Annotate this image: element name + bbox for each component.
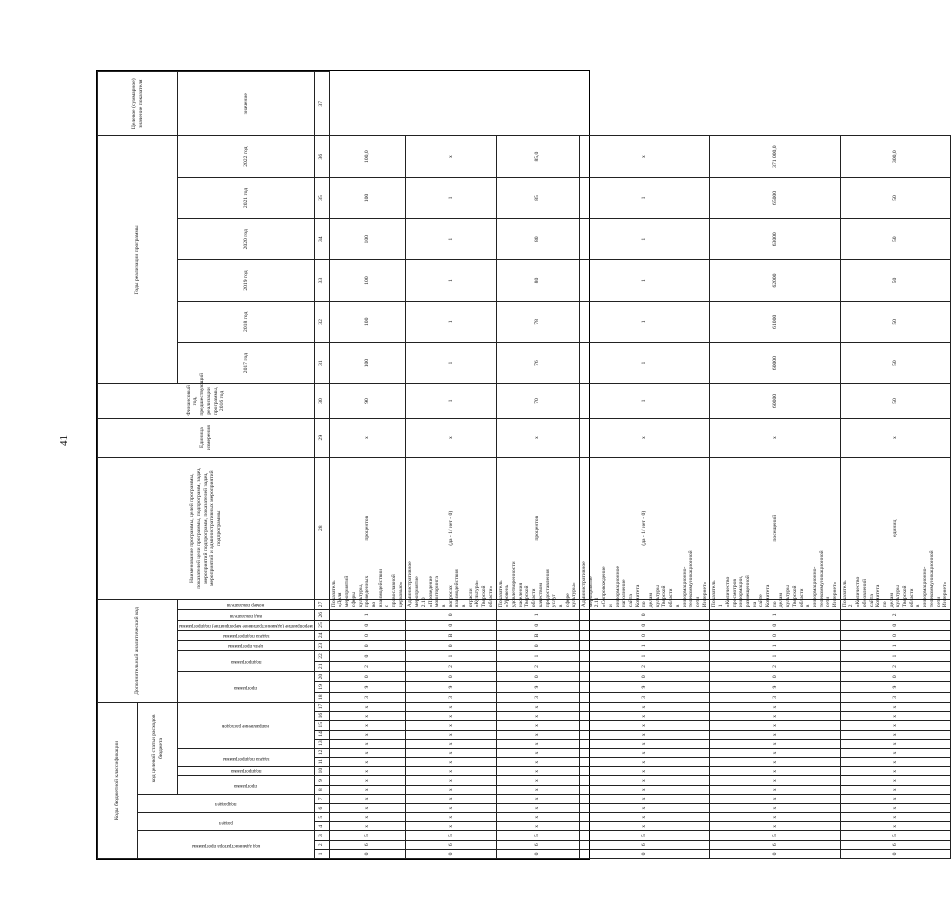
code-cell: 0 [406, 620, 496, 630]
column-number: 6 [314, 803, 329, 812]
code-cell: х [840, 748, 950, 757]
code-cell: х [580, 767, 710, 776]
table-row [580, 72, 710, 859]
code-cell: х [580, 758, 710, 767]
code-cell: 0 [406, 641, 496, 651]
row-year-value-cell: 50 [840, 219, 950, 260]
code-cell: х [580, 721, 710, 730]
row-year-value-cell: 50 [840, 384, 950, 418]
code-cell: х [496, 813, 579, 822]
code-cell: х [496, 721, 579, 730]
code-cell: х [580, 748, 710, 757]
column-number: 3 [314, 831, 329, 840]
code-cell: 5 [496, 831, 579, 840]
code-cell: 0 [496, 672, 579, 682]
row-year-value-cell: 80 [496, 219, 579, 260]
code-cell: 5 [840, 831, 950, 840]
code-cell: х [329, 721, 406, 730]
row-year-value-cell: 1 [406, 384, 496, 418]
table-row [329, 72, 406, 859]
code-cell: 1 [840, 641, 950, 651]
code-cell: х [580, 813, 710, 822]
row-fin-year-cell: х [496, 418, 579, 457]
code-cell: х [329, 803, 406, 812]
row-unit-cell: процентов [329, 457, 406, 599]
column-number: 37 [314, 72, 329, 136]
code-cell: 0 [406, 849, 496, 858]
code-cell: 3 [329, 692, 406, 702]
column-numbers-row [314, 72, 329, 859]
code-cell: х [329, 767, 406, 776]
code-cell: х [580, 739, 710, 748]
table-row [710, 72, 840, 859]
code-cell: х [840, 822, 950, 831]
row-year-value-cell: 50 [840, 177, 950, 218]
target-value-header: значение [178, 72, 315, 136]
code-cell: х [496, 803, 579, 812]
code-cell: 1 [496, 610, 579, 620]
row-year-value-cell: 62000 [710, 260, 840, 301]
code-cell: 0 [496, 641, 579, 651]
code-cell: х [406, 730, 496, 739]
column-number: 36 [314, 136, 329, 177]
code-cell: 1 [580, 641, 710, 651]
code-cell: х [406, 776, 496, 785]
year-2019-header: 2019 год [178, 260, 315, 301]
code-cell: 0 [329, 672, 406, 682]
code-cell: х [580, 785, 710, 794]
code-cell: 1 [840, 651, 950, 661]
code-cell: х [840, 803, 950, 812]
code-cell: 2 [840, 610, 950, 620]
code-cell: 0 [580, 672, 710, 682]
code-cell: х [329, 739, 406, 748]
year-2021-header: 2021 год [178, 177, 315, 218]
code-cell: х [840, 758, 950, 767]
code-cell: х [710, 758, 840, 767]
code-cell: х [329, 730, 406, 739]
row-year-value-cell: 85 [496, 177, 579, 218]
code-cell: х [496, 730, 579, 739]
code-cell: 0 [406, 672, 496, 682]
names-header: Наименование программы, целей программы, показателей цели программы, подпрограмм, задач, мероприятий подпрограмм, показателей задач, мероприятий и административных мероприятий подпрограммы [98, 457, 315, 599]
code-cell: 0 [580, 620, 710, 630]
budget-classification-header: Коды бюджетной классификации [98, 703, 138, 859]
row-year-value-cell: 1 [406, 301, 496, 342]
row-target-cell: 85,0 [496, 136, 579, 177]
code-cell: х [329, 758, 406, 767]
column-number: 13 [314, 739, 329, 748]
column-number: 8 [314, 785, 329, 794]
code-cell: х [580, 703, 710, 712]
code-cell: 0 [710, 630, 840, 640]
code-cell: 6 [329, 840, 406, 849]
code-cell: х [406, 721, 496, 730]
row-year-value-cell: 70 [496, 384, 579, 418]
row-name-cell: Показатель «Доля мероприятий сферы культуры, проведенных во взаимодействии с православной церковью» [329, 599, 406, 609]
code-cell: х [496, 794, 579, 803]
code-cell: х [710, 739, 840, 748]
column-number: 12 [314, 748, 329, 757]
row-unit-cell: (да - 1/ нет - 0) [406, 457, 496, 599]
code-cell: х [840, 813, 950, 822]
col-a-meropr-header: мероприятие (административное мероприятие) подпрограммы [179, 622, 313, 628]
code-cell: х [496, 785, 579, 794]
code-cell: 0 [580, 610, 710, 620]
column-number: 15 [314, 721, 329, 730]
code-cell: х [406, 767, 496, 776]
row-name-cell: Показатель «Уровень удовлетворенности населения Тверской области качеством предоставления услуг в сфере культуры» [496, 599, 579, 609]
code-cell: х [406, 748, 496, 757]
code-cell: 0 [329, 641, 406, 651]
code-cell: 1 [710, 641, 840, 651]
row-year-value-cell: 65000 [710, 177, 840, 218]
row-year-value-cell: 1 [580, 177, 710, 218]
column-number: 5 [314, 813, 329, 822]
column-number: 35 [314, 177, 329, 218]
row-target-cell: х [406, 136, 496, 177]
code-cell: х [329, 776, 406, 785]
code-cell: х [496, 703, 579, 712]
code-cell: 0 [329, 651, 406, 661]
code-cell: х [710, 785, 840, 794]
column-number: 28 [314, 457, 329, 599]
fin-year-header: Финансовый год, предшествующий реализации программы, 2016 год [98, 384, 315, 418]
code-cell: 0 [840, 630, 950, 640]
column-number: 11 [314, 758, 329, 767]
code-cell: х [496, 748, 579, 757]
code-cell: х [840, 776, 950, 785]
row-target-cell: 100,0 [329, 136, 406, 177]
col-a-vid-header: вид показателя [229, 612, 262, 618]
column-number: 31 [314, 342, 329, 383]
column-number: 30 [314, 384, 329, 418]
column-number: 20 [314, 672, 329, 682]
row-year-value-cell: 50 [840, 260, 950, 301]
code-cell: 2 [580, 661, 710, 671]
row-year-value-cell: 1 [580, 260, 710, 301]
code-cell: 9 [580, 682, 710, 692]
code-cell: 9 [496, 682, 579, 692]
code-cell: 9 [406, 682, 496, 692]
code-cell: х [840, 712, 950, 721]
column-number: 25 [314, 620, 329, 630]
code-cell: х [710, 803, 840, 812]
code-cell: 0 [840, 672, 950, 682]
col-napravlenie-header: направление расходов [222, 723, 270, 729]
code-cell: 1 [710, 651, 840, 661]
code-cell: 5 [406, 831, 496, 840]
year-2017-header: 2017 год [178, 342, 315, 383]
code-cell: 6 [840, 840, 950, 849]
code-cell: х [329, 813, 406, 822]
row-unit-cell: единиц [840, 457, 950, 599]
code-cell: 6 [580, 840, 710, 849]
column-number: 34 [314, 219, 329, 260]
additional-code-header: Дополнительный аналитический код [98, 599, 178, 702]
code-cell: 0 [710, 672, 840, 682]
col-a-zadacha-header: задача подпрограммы [222, 633, 270, 639]
row-target-cell: 300,0 [840, 136, 950, 177]
code-cell: 9 [329, 682, 406, 692]
row-year-value-cell: 1 [406, 177, 496, 218]
page-number: 41 [58, 435, 70, 446]
code-cell: х [496, 712, 579, 721]
code-cell: х [580, 776, 710, 785]
code-cell: х [329, 794, 406, 803]
code-cell: х [580, 822, 710, 831]
row-target-cell: х [580, 136, 710, 177]
row-year-value-cell: 100 [329, 219, 406, 260]
code-cell: 0 [580, 849, 710, 858]
code-cell: 3 [496, 692, 579, 702]
col-admin-header: код администратора программы [191, 842, 260, 848]
code-cell: 6 [496, 840, 579, 849]
column-number: 1 [314, 849, 329, 858]
program-table [97, 71, 951, 859]
year-2022-header: 2022 год [178, 136, 315, 177]
code-cell: х [406, 703, 496, 712]
code-cell: 0 [840, 849, 950, 858]
table-row [406, 72, 496, 859]
table-row [840, 72, 950, 859]
row-year-value-cell: 1 [580, 384, 710, 418]
code-cell: х [840, 703, 950, 712]
row-year-value-cell: 78 [496, 301, 579, 342]
code-cell: 1 [406, 651, 496, 661]
code-cell: х [710, 794, 840, 803]
row-year-value-cell: 1 [406, 219, 496, 260]
column-number: 7 [314, 794, 329, 803]
code-cell: 6 [406, 840, 496, 849]
col-a-cel-header: цель программы [228, 643, 264, 649]
col-a-programma-header: программа [234, 685, 258, 691]
row-year-value-cell: 76 [496, 342, 579, 383]
column-number: 18 [314, 692, 329, 702]
code-cell: 0 [710, 849, 840, 858]
code-cell: 0 [580, 630, 710, 640]
row-name-cell: Показатель 2 «Количество обновлений сайта Комитета по делам культуры Тверской области в информационно-телекоммуникационной сети Интернет» [840, 599, 950, 609]
code-cell: х [710, 703, 840, 712]
code-cell: х [710, 730, 840, 739]
code-cell: 2 [329, 661, 406, 671]
code-cell: х [580, 712, 710, 721]
code-cell: х [710, 721, 840, 730]
table-row [496, 72, 579, 859]
code-cell: х [710, 813, 840, 822]
row-fin-year-cell: х [329, 418, 406, 457]
row-fin-year-cell: х [580, 418, 710, 457]
row-unit-cell: процентов [496, 457, 579, 599]
code-cell: 2 [496, 661, 579, 671]
row-name-cell: Показатель 1 «Количество просмотров информации, размещенной на сайте Комитета по делам культуры Тверской области в информационно-телекоммуникационной сети Интернет» [710, 599, 840, 609]
code-cell: х [496, 767, 579, 776]
code-cell: х [329, 822, 406, 831]
code-cell: х [329, 785, 406, 794]
col-a-nomer-header: номер показателя [227, 602, 265, 608]
column-number: 17 [314, 703, 329, 712]
row-year-value-cell: 1 [580, 219, 710, 260]
rotated-table-container [97, 71, 949, 859]
col-podrazdel-header: подраздел [215, 801, 237, 807]
row-year-value-cell: 100 [329, 342, 406, 383]
code-cell: х [840, 721, 950, 730]
code-cell: 2 [710, 661, 840, 671]
col-programma-header: программа [234, 783, 258, 789]
years-header: Годы реализации программы [98, 136, 178, 384]
row-target-cell: 371 000,0 [710, 136, 840, 177]
row-name-cell: Административное мероприятие 2.11 «Сопровождение и информационное наполнение сайта Комитета по делам культуры Тверской области в информационно-телекоммуникационной сети Интернет» [580, 599, 710, 609]
column-number: 26 [314, 610, 329, 620]
column-number: 23 [314, 641, 329, 651]
row-name-cell: Административное мероприятие 2.10 «Проведение мониторинга в вопросах взаимодействия в отрасли «Культура» Тверской области» [406, 599, 496, 609]
code-cell: 5 [580, 831, 710, 840]
row-year-value-cell: 50 [840, 301, 950, 342]
column-number: 27 [314, 599, 329, 609]
code-cell: 3 [580, 692, 710, 702]
unit-header: Единица измерения [98, 418, 315, 457]
table-frame [96, 70, 949, 860]
code-cell: х [406, 712, 496, 721]
column-number: 2 [314, 840, 329, 849]
code-cell: х [496, 822, 579, 831]
code-cell: 1 [496, 651, 579, 661]
target-header: Целевое (суммарное) значение показателя [98, 72, 178, 136]
code-cell: х [710, 748, 840, 757]
code-cell: В [496, 630, 579, 640]
row-year-value-cell: 61000 [710, 301, 840, 342]
code-cell: х [710, 712, 840, 721]
column-number: 4 [314, 822, 329, 831]
row-unit-cell: посещений [710, 457, 840, 599]
column-number: 14 [314, 730, 329, 739]
column-number: 32 [314, 301, 329, 342]
code-cell: В [406, 630, 496, 640]
column-number: 22 [314, 651, 329, 661]
row-year-value-cell: 50 [840, 342, 950, 383]
row-fin-year-cell: х [406, 418, 496, 457]
row-year-value-cell: 1 [406, 260, 496, 301]
row-fin-year-cell: х [710, 418, 840, 457]
code-cell: 2 [406, 661, 496, 671]
code-cell: х [406, 822, 496, 831]
code-cell: х [496, 758, 579, 767]
code-cell: 3 [406, 692, 496, 702]
row-year-value-cell: 80 [496, 260, 579, 301]
row-year-value-cell: 1 [406, 342, 496, 383]
code-cell: 1 [329, 610, 406, 620]
col-podprogramma-header: подпрограмма [230, 768, 262, 774]
code-cell: 0 [329, 849, 406, 858]
code-cell: 3 [840, 692, 950, 702]
column-number: 24 [314, 630, 329, 640]
target-article-header: код целевой статьи расходов бюджета [138, 703, 178, 795]
code-cell: х [840, 794, 950, 803]
code-cell: 0 [496, 620, 579, 630]
code-cell: х [329, 703, 406, 712]
code-cell: 3 [710, 692, 840, 702]
code-cell: 0 [329, 620, 406, 630]
code-cell: х [406, 813, 496, 822]
column-number: 33 [314, 260, 329, 301]
code-cell: х [496, 776, 579, 785]
row-unit-cell: (да - 1/ нет - 0) [580, 457, 710, 599]
row-year-value-cell: 100 [329, 177, 406, 218]
code-cell: х [840, 785, 950, 794]
column-number: 19 [314, 682, 329, 692]
code-cell: х [329, 748, 406, 757]
row-year-value-cell: 1 [580, 342, 710, 383]
code-cell: 0 [840, 620, 950, 630]
code-cell: х [710, 776, 840, 785]
row-year-value-cell: 60000 [710, 342, 840, 383]
code-cell: х [580, 794, 710, 803]
code-cell: 0 [329, 630, 406, 640]
year-2020-header: 2020 год [178, 219, 315, 260]
col-razdel-header: раздел [218, 819, 233, 825]
col-zadacha-header: задача подпрограммы [222, 755, 270, 761]
code-cell: 0 [496, 849, 579, 858]
code-cell: 1 [710, 610, 840, 620]
code-cell: 2 [840, 661, 950, 671]
code-cell: х [406, 758, 496, 767]
code-cell: х [496, 739, 579, 748]
row-year-value-cell: 90 [329, 384, 406, 418]
row-fin-year-cell: х [840, 418, 950, 457]
code-cell: х [840, 730, 950, 739]
code-cell: х [406, 803, 496, 812]
code-cell: 1 [580, 651, 710, 661]
column-number: 9 [314, 776, 329, 785]
column-number: 10 [314, 767, 329, 776]
code-cell: 5 [710, 831, 840, 840]
code-cell: х [580, 730, 710, 739]
code-cell: х [710, 767, 840, 776]
year-2018-header: 2018 год [178, 301, 315, 342]
code-cell: х [406, 739, 496, 748]
code-cell: х [580, 803, 710, 812]
code-cell: 9 [840, 682, 950, 692]
code-cell: 6 [710, 840, 840, 849]
column-number: 16 [314, 712, 329, 721]
row-year-value-cell: 63000 [710, 219, 840, 260]
code-cell: х [840, 767, 950, 776]
column-number: 29 [314, 418, 329, 457]
row-year-value-cell: 60000 [710, 384, 840, 418]
row-year-value-cell: 100 [329, 260, 406, 301]
column-number: 21 [314, 661, 329, 671]
code-cell: х [710, 822, 840, 831]
code-cell: 9 [710, 682, 840, 692]
code-cell: 0 [710, 620, 840, 630]
row-year-value-cell: 1 [580, 301, 710, 342]
code-cell: 5 [329, 831, 406, 840]
code-cell: х [840, 739, 950, 748]
row-year-value-cell: 100 [329, 301, 406, 342]
code-cell: х [406, 785, 496, 794]
code-cell: 0 [406, 610, 496, 620]
code-cell: х [406, 794, 496, 803]
code-cell: х [329, 712, 406, 721]
col-a-podprogramma-header: подпрограмма [230, 659, 262, 665]
